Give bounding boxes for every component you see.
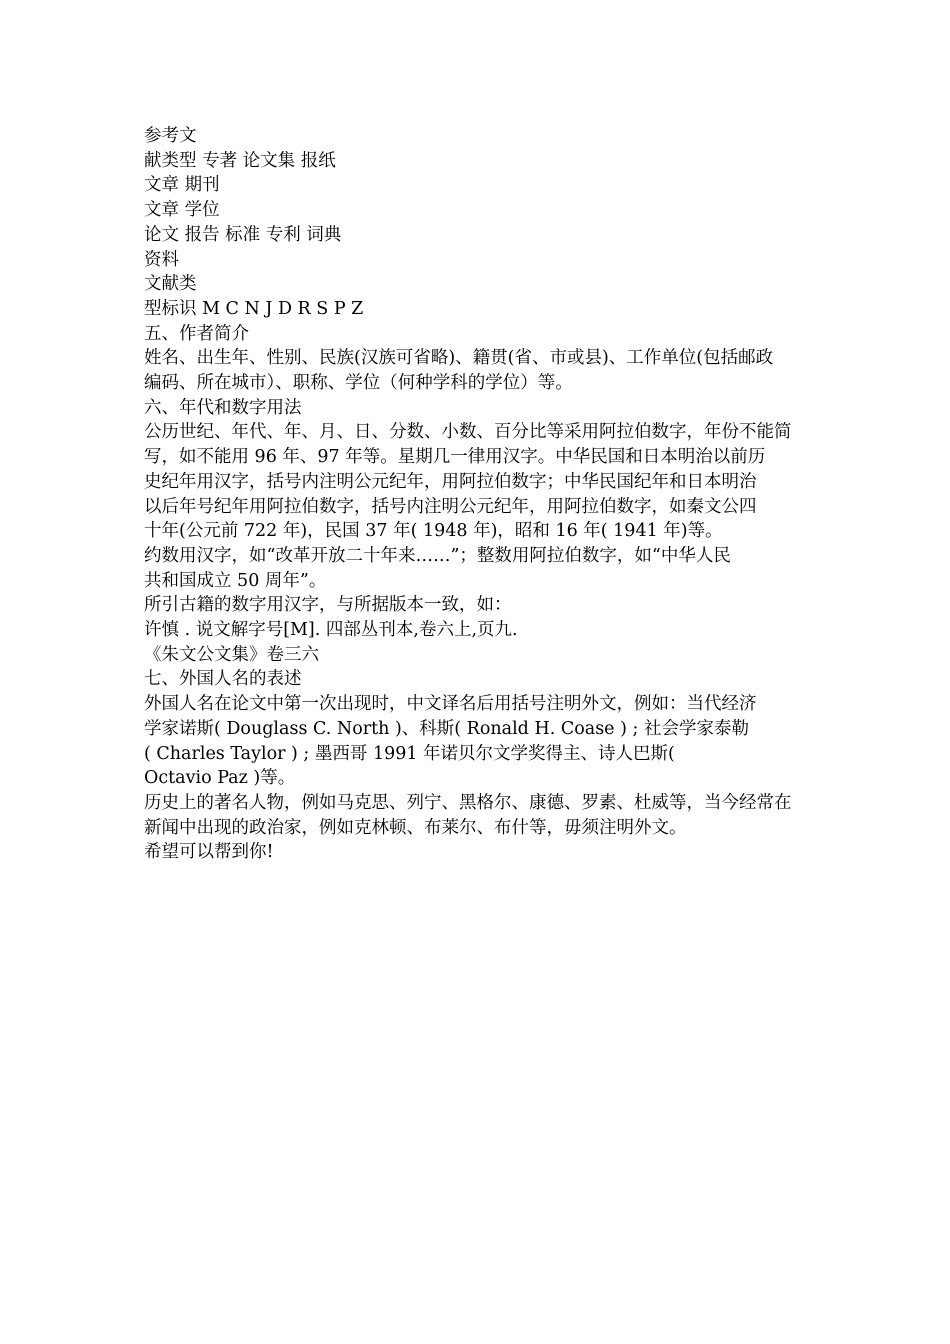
text-line: 史纪年用汉字，括号内注明公元纪年，用阿拉伯数字；中华民国纪年和日本明治 [144,471,757,492]
text-line: 共和国成立 50 周年”。 [144,570,327,591]
text-line: ( Charles Taylor ) ; 墨西哥 1991 年诺贝尔文学奖得主、诗人巴斯( [144,743,675,764]
text-line: 新闻中出现的政治家，例如克林顿、布莱尔、布什等，毋须注明外文。 [144,817,687,838]
text-line: 十年(公元前 722 年)，民国 37 年( 1948 年)，昭和 16 年( 1941 年)等。 [144,521,723,542]
text-line: 型标识 M C N J D R S P Z [144,298,364,319]
closing-line: 希望可以帮到你! [144,842,274,863]
text-line: 文献类 [144,274,197,295]
text-line: 所引古籍的数字用汉字，与所据版本一致，如： [144,595,512,616]
section-heading: 六、年代和数字用法 [144,397,302,418]
text-line: 许慎 . 说文解字号[M]. 四部丛刊本,卷六上,页九. [144,620,518,641]
text-line: Octavio Paz )等。 [144,768,296,789]
text-line: 以后年号纪年用阿拉伯数字，括号内注明公元纪年，用阿拉伯数字，如秦文公四 [144,496,757,517]
document-body [144,124,812,865]
section-heading: 五、作者简介 [144,323,249,344]
text-line: 写，如不能用 96 年、97 年等。星期几一律用汉字。中华民国和日本明治以前历 [144,447,766,468]
text-line: 文章 期刊 [144,175,220,196]
text-line: 姓名、出生年、性别、民族(汉族可省略)、籍贯(省、市或县)、工作单位(包括邮政 [144,348,774,369]
text-line: 学家诺斯( Douglass C. North )、科斯( Ronald H. Coase ) ; 社会学家泰勒 [144,718,749,739]
text-line: 论文 报告 标准 专利 词典 [144,224,342,245]
text-line: 历史上的著名人物，例如马克思、列宁、黑格尔、康德、罗素、杜威等，当今经常在 [144,792,792,813]
text-line: 《朱文公文集》卷三六 [144,644,319,665]
text-line: 资料 [144,249,179,270]
text-line: 约数用汉字，如“改革开放二十年来……”；整数用阿拉伯数字，如“中华人民 [144,545,731,566]
text-line: 外国人名在论文中第一次出现时，中文译名后用括号注明外文，例如：当代经济 [144,694,757,715]
text-line: 公历世纪、年代、年、月、日、分数、小数、百分比等采用阿拉伯数字，年份不能简 [144,422,792,443]
text-line: 编码、所在城市）、职称、学位（何种学科的学位）等。 [144,373,573,394]
text-line: 献类型 专著 论文集 报纸 [144,150,336,171]
text-line: 文章 学位 [144,200,220,221]
text-line: 参考文 [144,126,197,146]
section-heading: 七、外国人名的表述 [144,669,302,690]
